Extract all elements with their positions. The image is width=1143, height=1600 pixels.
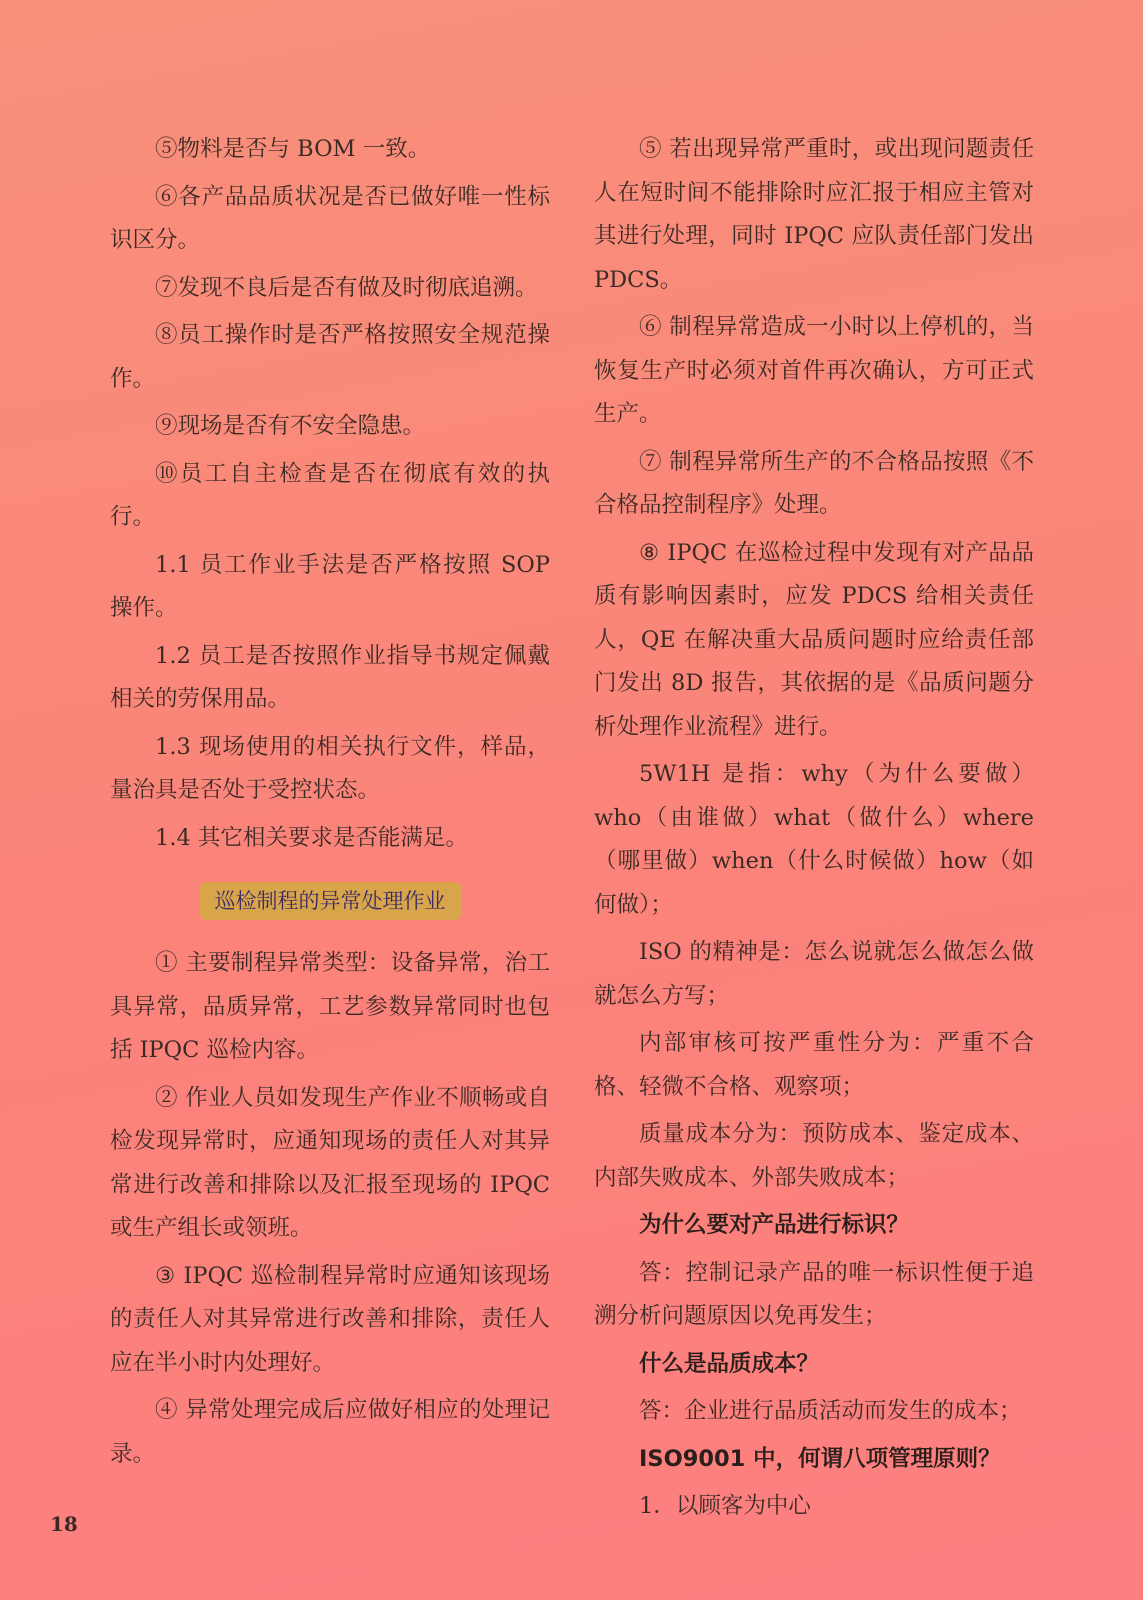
paragraph: ⑨现场是否有不安全隐患。 [155, 413, 426, 439]
paragraph: ⑧员工操作时是否严格按照安全规范操作。 [110, 322, 550, 392]
left-column [110, 128, 550, 1480]
section-heading [110, 882, 550, 920]
question-heading: ISO9001 中，何谓八项管理原则？ [639, 1445, 1001, 1472]
question-heading: 为什么要对产品进行标识？ [639, 1212, 910, 1238]
paragraph: ⑩员工自主检查是否在彻底有效的执行。 [110, 460, 550, 530]
paragraph: 1.1 员工作业手法是否严格按照 SOP 操作。 [110, 551, 550, 621]
paragraph: ⑤ 若出现异常严重时，或出现问题责任人在短时间不能排除时应汇报于相应主管对其进行处理，同时 IPQC 应队责任部门发出 PDCS。 [594, 136, 1034, 293]
paragraph: 5W1H 是指：why（为什么要做）who（由谁做）what（做什么）where（哪里做）when（什么时候做）how（如何做）； [594, 761, 1034, 918]
answer-paragraph: 答：企业进行品质活动而发生的成本； [639, 1398, 1022, 1424]
section-heading-label: 巡检制程的异常处理作业 [199, 882, 462, 920]
paragraph: ② 作业人员如发现生产作业不顺畅或自检发现异常时，应通知现场的责任人对其异常进行改善和排除以及汇报至现场的 IPQC 或生产组长或领班。 [110, 1084, 550, 1241]
paragraph: ⑧ IPQC 在巡检过程中发现有对产品品质有影响因素时，应发 PDCS 给相关责任人，QE 在解决重大品质问题时应给责任部门发出 8D 报告，其依据的是《品质问题分析处理作业流程》进行。 [594, 539, 1034, 740]
paragraph: ⑦发现不良后是否有做及时彻底追溯。 [155, 274, 538, 301]
paragraph: ⑥各产品品质状况是否已做好唯一性标识区分。 [110, 183, 550, 253]
answer-paragraph: 答：控制记录产品的唯一标识性便于追溯分析问题原因以免再发生； [594, 1259, 1034, 1329]
paragraph: 质量成本分为：预防成本、鉴定成本、内部失败成本、外部失败成本； [594, 1121, 1034, 1191]
list-item: 1．以顾客为中心 [639, 1493, 811, 1519]
paragraph: ③ IPQC 巡检制程异常时应通知该现场的责任人对其异常进行改善和排除，责任人应在半小时内处理好。 [110, 1262, 550, 1376]
paragraph: ⑦ 制程异常所生产的不合格品按照《不合格品控制程序》处理。 [594, 448, 1034, 518]
paragraph: 内部审核可按严重性分为：严重不合格、轻微不合格、观察项； [594, 1030, 1034, 1100]
paragraph: 1.3 现场使用的相关执行文件，样品，量治具是否处于受控状态。 [110, 733, 550, 803]
paragraph: ① 主要制程异常类型：设备异常，治工具异常，品质异常，工艺参数异常同时也包括 IPQC 巡检内容。 [110, 950, 550, 1063]
paragraph: ⑤物料是否与 BOM 一致。 [155, 136, 431, 162]
paragraph: 1.2 员工是否按照作业指导书规定佩戴相关的劳保用品。 [110, 642, 550, 712]
paragraph: ⑥ 制程异常造成一小时以上停机的，当恢复生产时必须对首件再次确认，方可正式生产。 [594, 314, 1034, 427]
paragraph: ④ 异常处理完成后应做好相应的处理记录。 [110, 1397, 550, 1467]
question-heading: 什么是品质成本？ [639, 1350, 820, 1377]
right-column [594, 128, 1034, 1533]
paragraph: ISO 的精神是：怎么说就怎么做怎么做就怎么方写； [594, 939, 1034, 1009]
paragraph: 1.4 其它相关要求是否能满足。 [155, 824, 468, 851]
page-number: 18 [50, 1512, 78, 1536]
